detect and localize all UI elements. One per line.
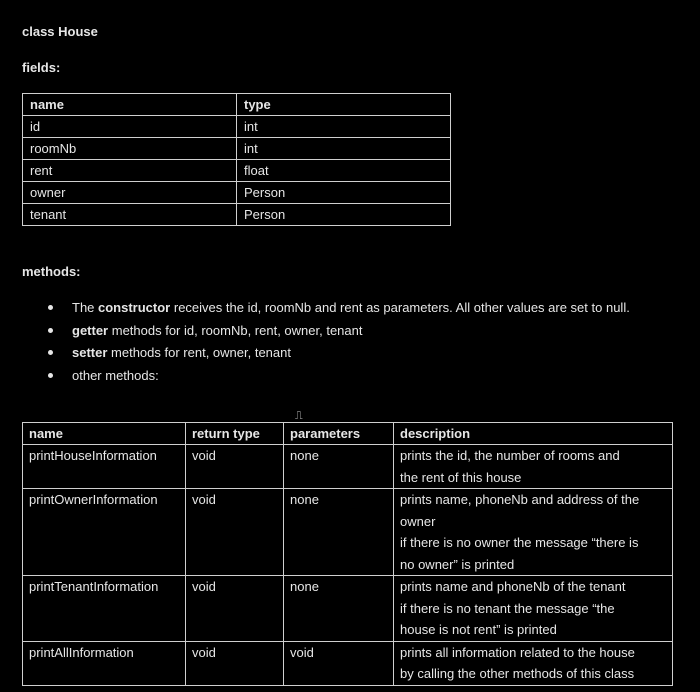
bullet-text-bold: constructor (98, 300, 171, 315)
description-line: by calling the other methods of this class (400, 666, 635, 681)
bullet-icon (48, 350, 53, 355)
header-name: name (23, 423, 186, 445)
method-parameters: none (284, 445, 394, 489)
method-parameters: none (284, 489, 394, 576)
method-name: printTenantInformation (23, 576, 186, 642)
header-type: type (237, 94, 451, 116)
bullet-icon (48, 305, 53, 310)
method-description (394, 445, 673, 489)
list-item (48, 342, 630, 365)
field-name: rent (23, 160, 237, 182)
fields-heading: fields: (22, 60, 61, 75)
description-line: prints all information related to the house (400, 644, 635, 660)
cursor-icon: ⎍ (295, 410, 303, 422)
description-line: prints the id, the number of rooms and (400, 448, 620, 463)
table-row (23, 445, 673, 489)
list-item (48, 320, 630, 343)
field-name: roomNb (23, 138, 237, 160)
field-type: float (237, 160, 451, 182)
bullet-text-post: methods for id, roomNb, rent, owner, tenant (108, 322, 363, 338)
description-line: no owner” is printed (400, 556, 515, 572)
methods-heading: methods: (22, 264, 81, 279)
table-row (23, 204, 451, 226)
table-row (23, 641, 673, 685)
table-row (23, 116, 451, 138)
description-line: prints name, phoneNb and address of the (400, 492, 640, 507)
description-line: if there is no owner the message “there is (400, 535, 639, 550)
fields-table (22, 93, 451, 226)
table-header-row (23, 423, 673, 445)
description-line: house is not rent” is printed (400, 622, 557, 637)
field-type: int (237, 138, 451, 160)
method-parameters: none (284, 576, 394, 642)
table-row (23, 182, 451, 204)
bullet-text-post: receives the id, roomNb and rent as parameters. All other values are set to null. (170, 300, 630, 315)
table-row (23, 160, 451, 182)
list-item (48, 297, 630, 320)
description-line: prints name and phoneNb of the tenant (400, 579, 626, 594)
table-row (23, 489, 673, 576)
method-return-type: void (186, 445, 284, 489)
field-type: Person (237, 182, 451, 204)
methods-bullet-list (48, 297, 630, 387)
method-name: printAllInformation (23, 641, 186, 685)
class-title: class House (22, 24, 98, 39)
bullet-text-bold: getter (72, 322, 109, 338)
bullet-text-bold: setter (72, 345, 108, 360)
header-name: name (23, 94, 237, 116)
field-type: int (237, 116, 451, 138)
table-row (23, 576, 673, 642)
bullet-text-post: methods for rent, owner, tenant (107, 345, 291, 360)
method-name: printOwnerInformation (23, 489, 186, 576)
bullet-icon (48, 328, 53, 333)
method-description (394, 576, 673, 642)
method-return-type: void (186, 576, 284, 642)
header-parameters: parameters (284, 423, 394, 445)
methods-table (22, 422, 673, 686)
bullet-text-pre: other methods: (72, 367, 159, 383)
bullet-text-pre: The (72, 300, 99, 315)
field-name: owner (23, 182, 237, 204)
table-header-row (23, 94, 451, 116)
method-return-type: void (186, 641, 284, 685)
bullet-icon (48, 373, 53, 378)
header-description: description (394, 423, 673, 445)
method-name: printHouseInformation (23, 445, 186, 489)
method-description (394, 489, 673, 576)
field-type: Person (237, 204, 451, 226)
method-parameters: void (284, 641, 394, 685)
description-line: owner (400, 513, 436, 529)
field-name: id (23, 116, 237, 138)
field-name: tenant (23, 204, 237, 226)
description-line: if there is no tenant the message “the (400, 600, 615, 616)
list-item (48, 365, 630, 388)
method-return-type: void (186, 489, 284, 576)
table-row (23, 138, 451, 160)
header-return-type: return type (186, 423, 284, 445)
method-description (394, 641, 673, 685)
description-line: the rent of this house (400, 469, 522, 485)
